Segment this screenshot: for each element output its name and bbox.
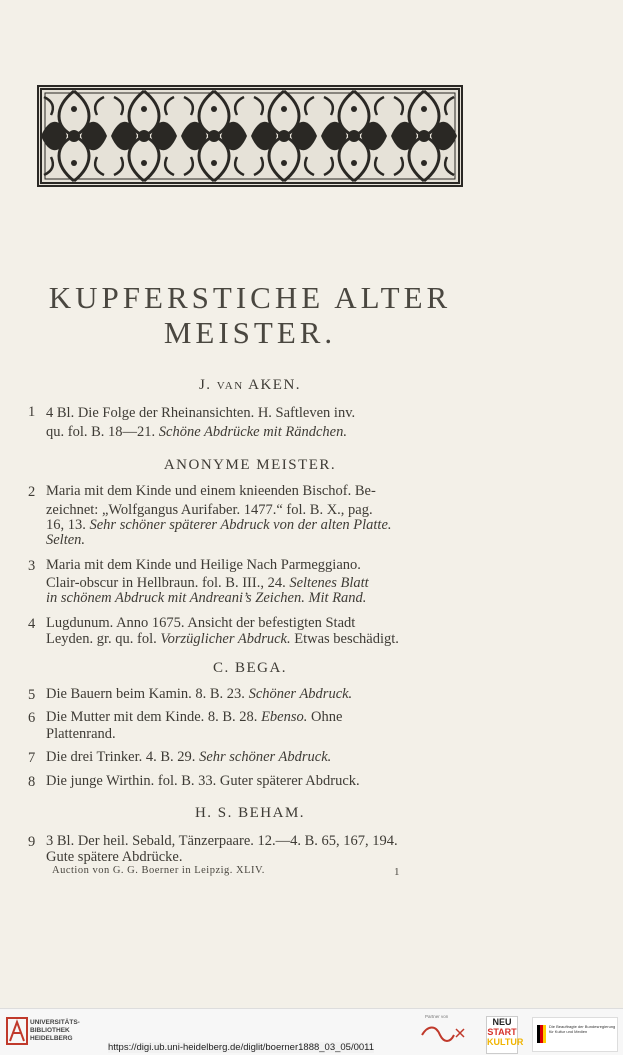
section-heading-beham: H. S. BEHAM.	[194, 805, 306, 821]
page-url[interactable]: https://digi.ub.uni-heidelberg.de/diglit/boerner1888_03_05/0011	[108, 1042, 375, 1053]
lot-number: 8	[28, 774, 36, 790]
lot-line: qu. fol. B. 18—21. Schöne Abdrücke mit Rändchen.	[46, 424, 347, 440]
viewer-bottom-bar	[0, 1008, 623, 1055]
lot-number: 5	[28, 687, 36, 703]
library-logo[interactable]	[6, 1017, 28, 1050]
lot-line: zeichnet: „Wolfgangus Aurifaber. 1477.“ fol. B. X., pag.	[46, 502, 373, 518]
lot-line: Die drei Trinker. 4. B. 29. Sehr schöner Abdruck.	[46, 749, 332, 765]
printer-signature: Auction von G. G. Boerner in Leipzig. XLIV.	[52, 865, 265, 876]
page-number: 1	[394, 866, 400, 878]
partner-label: Partner von	[425, 1014, 449, 1019]
lot-line: Die Mutter mit dem Kinde. 8. B. 28. Ebenso. Ohne	[46, 709, 343, 725]
lot-line: Die junge Wirthin. fol. B. 33. Guter späterer Abdruck.	[46, 773, 360, 789]
lot-line: Die Bauern beim Kamin. 8. B. 23. Schöner Abdruck.	[46, 686, 353, 702]
lot-line: 3 Bl. Der heil. Sebald, Tänzerpaare. 12.—4. B. 65, 167, 194.	[46, 833, 398, 849]
lot-number: 4	[28, 616, 36, 632]
lot-number: 2	[28, 484, 36, 500]
neustart-kultur-logo[interactable]: NEU START KULTUR	[486, 1016, 518, 1054]
ornament-pattern	[39, 87, 461, 185]
lot-number: 1	[28, 404, 36, 420]
section-heading-bega: C. BEGA.	[212, 660, 288, 676]
lot-line: in schönem Abdruck mit Andreani’s Zeichen. Mit Rand.	[46, 590, 367, 606]
library-crest-icon	[6, 1017, 28, 1045]
lot-line: Lugdunum. Anno 1675. Ansicht der befestigten Stadt	[46, 615, 356, 631]
bkm-text: Die Beauftragte der Bundesregierung für Kultur und Medien	[549, 1024, 616, 1034]
partner-logo-icon	[420, 1023, 468, 1045]
lot-line: Selten.	[46, 532, 86, 548]
lot-line: 16, 13. Sehr schöner späterer Abdruck von der alten Platte.	[46, 517, 392, 533]
lot-number: 7	[28, 750, 36, 766]
lot-line: Maria mit dem Kinde und einem knieenden Bischof. Be-	[46, 483, 376, 499]
federal-eagle-icon	[537, 1025, 547, 1043]
page-title-line-2: MEISTER.	[163, 315, 337, 350]
ornamental-header-band	[37, 85, 463, 187]
lot-line: Clair-obscur in Hellbraun. fol. B. III., 24. Seltenes Blatt	[46, 575, 369, 591]
lot-line: Leyden. gr. qu. fol. Vorzüglicher Abdruck. Etwas beschädigt.	[46, 631, 399, 647]
section-heading-anonyme-meister: ANONYME MEISTER.	[163, 457, 337, 473]
lot-number: 9	[28, 834, 36, 850]
section-heading-van-aken: J. VAN AKEN.	[198, 377, 302, 393]
page-title-line-1: KUPFERSTICHE ALTER	[48, 280, 452, 315]
lot-line: Plattenrand.	[46, 726, 116, 742]
library-name: UNIVERSITÄTS- BIBLIOTHEK HEIDELBERG	[30, 1019, 80, 1042]
bkm-logo[interactable]	[532, 1017, 618, 1052]
lot-number: 3	[28, 558, 36, 574]
lot-line: Maria mit dem Kinde und Heilige Nach Parmeggiano.	[46, 557, 361, 573]
lot-number: 6	[28, 710, 36, 726]
lot-line: Gute spätere Abdrücke.	[46, 849, 183, 865]
lot-line: 4 Bl. Die Folge der Rheinansichten. H. Saftleven inv.	[46, 405, 356, 421]
